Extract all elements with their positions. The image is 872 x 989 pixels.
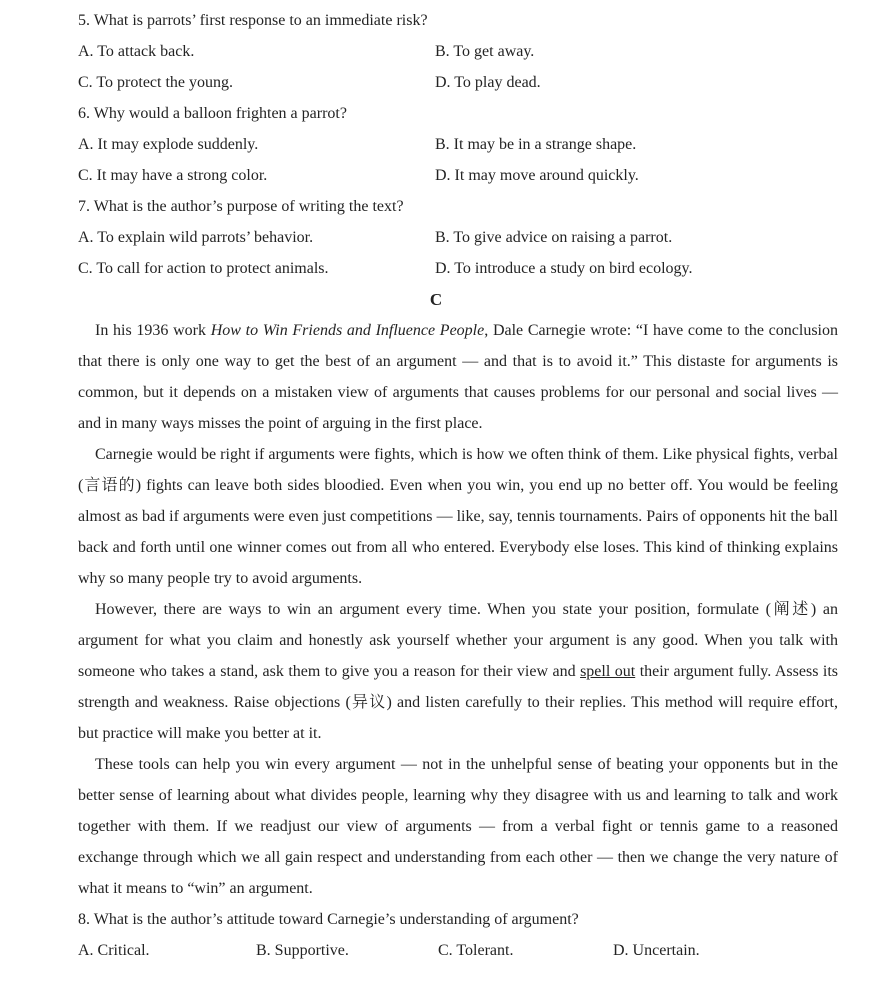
question-text: 6. Why would a balloon frighten a parrot?	[78, 105, 347, 122]
answer-option: C. To call for action to protect animals.	[78, 260, 329, 277]
answer-option: D. It may move around quickly.	[435, 167, 639, 184]
answer-option: D. Uncertain.	[613, 942, 700, 959]
answer-option: B. To give advice on raising a parrot.	[435, 229, 673, 246]
answer-option: A. Critical.	[78, 942, 150, 959]
passage-paragraph	[78, 439, 838, 594]
questions-top-block	[78, 5, 838, 284]
passage-segment: , Dale Carnegie wrote: “I have come to the conclusion that there is only one way to get the best of an argument — and that is to avoid it.” This distaste for arguments is common, but it depends on a mistaken view of arguments that causes problems for our personal and social lives — and in many ways misses the point of arguing in the first place.	[78, 322, 839, 432]
passage-paragraph	[78, 594, 838, 749]
reading-passage	[78, 315, 838, 904]
answer-option: B. It may be in a strange shape.	[435, 136, 637, 153]
question-block	[78, 191, 838, 284]
options-grid	[78, 129, 838, 191]
answer-option: C. It may have a strong color.	[78, 167, 268, 184]
answer-option: C. To protect the young.	[78, 74, 234, 91]
passage-segment: Carnegie would be right if arguments were fights, which is how we often think of them. Like physical fights, verbal (言语的) fights can leave both sides bloodied. Even when you win, you end up no better off. You would be feeling almost as bad if arguments were even just competitions — like, say, tennis tournaments. Pairs of opponents hit the ball back and forth until one winner comes out from all who entered. Everybody else loses. This kind of thinking explains why so many people try to avoid arguments.	[78, 446, 838, 587]
passage-segment: their argument fully. Assess its strength and weakness. Raise objections (异议) and listen carefully to their replies. This method will require effort, but practice will make you better at it.	[78, 663, 839, 742]
options-grid	[78, 222, 838, 284]
passage-segment-underline: spell out	[580, 663, 636, 680]
answer-option: A. It may explode suddenly.	[78, 136, 259, 153]
question-block	[78, 904, 838, 966]
answer-option: B. Supportive.	[256, 942, 349, 959]
question-block	[78, 5, 838, 98]
answer-option: C. Tolerant.	[438, 942, 514, 959]
section-c-heading: C	[429, 290, 443, 309]
options-grid	[78, 935, 838, 966]
passage-paragraph	[78, 749, 838, 904]
answer-option: D. To introduce a study on bird ecology.	[435, 260, 693, 277]
answer-option: A. To attack back.	[78, 43, 195, 60]
passage-segment: These tools can help you win every argument — not in the unhelpful sense of beating your opponents but in the better sense of learning about what divides people, learning why they disagree with us and learning to talk and work together with them. If we readjust our view of arguments — from a verbal fight or tennis game to a reasoned exchange through which we all gain respect and understanding from each other — then we change the very nature of what it means to “win” an argument.	[78, 756, 838, 897]
answer-option: B. To get away.	[435, 43, 535, 60]
passage-segment-italic: How to Win Friends and Influence People	[210, 322, 485, 339]
passage-segment: In his 1936 work	[95, 322, 211, 339]
question-text: 7. What is the author’s purpose of writing the text?	[78, 198, 404, 215]
answer-option: A. To explain wild parrots’ behavior.	[78, 229, 314, 246]
options-grid	[78, 36, 838, 98]
passage-paragraph	[78, 315, 838, 439]
passage-segment: However, there are ways to win an argument every time. When you state your position, formulate (阐述) an argument for what you claim and honestly ask yourself whether your argument is any good. When you talk with someone who takes a stand, ask them to give you a reason for their view and	[78, 601, 838, 680]
question-block	[78, 98, 838, 191]
question-text: 8. What is the author’s attitude toward Carnegie’s understanding of argument?	[78, 911, 579, 928]
question-text: 5. What is parrots’ first response to an immediate risk?	[78, 12, 428, 29]
question-8-block	[78, 904, 838, 966]
answer-option: D. To play dead.	[435, 74, 541, 91]
